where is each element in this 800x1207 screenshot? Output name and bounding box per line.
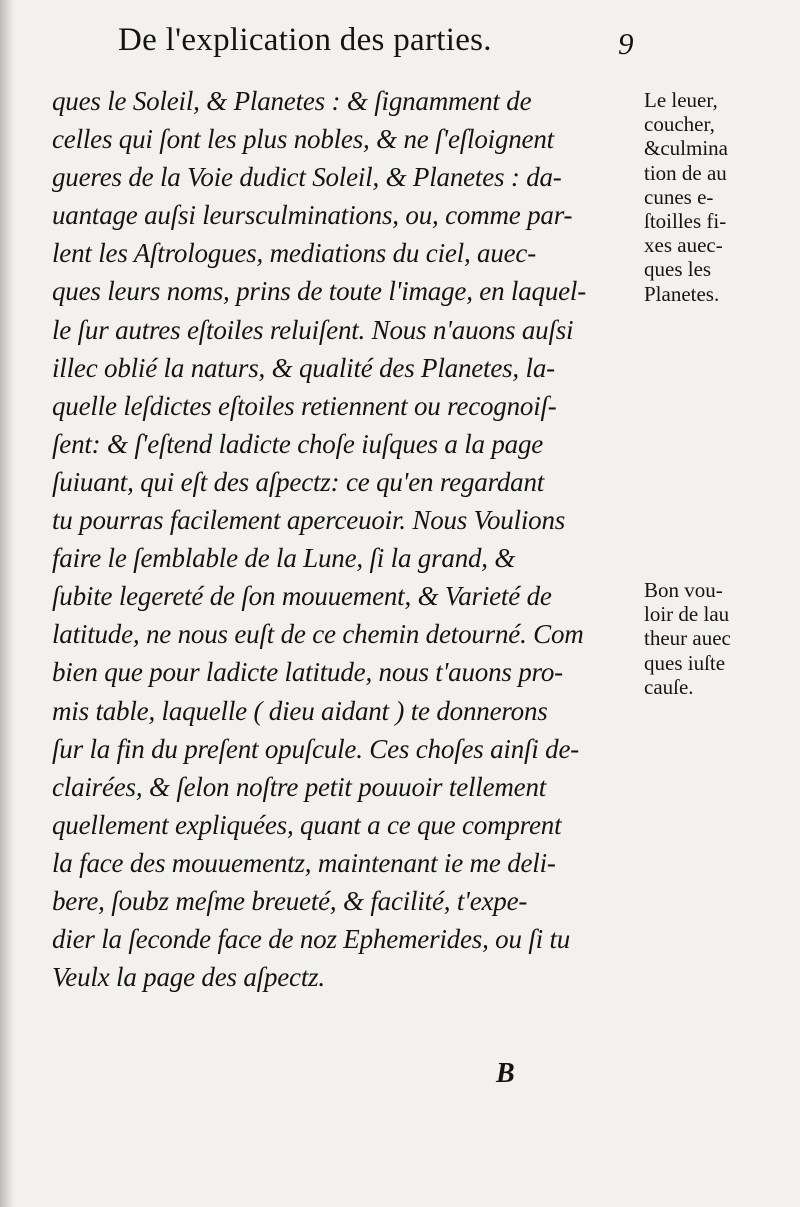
margin-note-line: cauſe.: [644, 674, 694, 699]
text-line: latitude, ne nous euſt de ce chemin detourné. Com: [52, 619, 584, 650]
margin-note-line: Le leuer,: [644, 88, 718, 112]
text-line: quellement expliquées, quant a ce que comprent: [52, 809, 562, 840]
margin-note-line: xes auec-: [644, 233, 723, 258]
binding-shadow: [0, 0, 14, 1207]
text-line: le ſur autres eſtoiles reluiſent. Nous n'auons auſsi: [52, 314, 574, 345]
text-line: ques leurs noms, prins de toute l'image, en laquel-: [52, 276, 587, 307]
page-header: [0, 22, 800, 70]
margin-note-bon-vouloir: [644, 578, 794, 699]
margin-note-line: Planetes.: [644, 281, 720, 306]
margin-note-line: tion de au: [644, 160, 727, 185]
margin-note-line: coucher,: [644, 112, 715, 137]
text-line: uantage auſsi leursculminations, ou, comme par-: [52, 200, 573, 231]
margin-note-line: &culmina: [644, 136, 728, 161]
text-line: bere, ſoubz meſme breueté, & facilité, t'expe-: [52, 885, 528, 916]
text-line: dier la ſeconde face de noz Ephemerides, ou ſi tu: [52, 924, 571, 955]
page-number: 9: [618, 26, 634, 61]
margin-note-line: ques iuſte: [644, 650, 726, 675]
text-line: mis table, laquelle ( dieu aidant ) te donnerons: [52, 695, 548, 726]
margin-note-line: theur auec: [644, 626, 731, 651]
text-line: ſuiuant, qui eſt des aſpectz: ce qu'en regardant: [52, 466, 545, 497]
text-line: bien que pour ladicte latitude, nous t'auons pro-: [52, 657, 563, 688]
text-line: ſubite legereté de ſon mouuement, & Varieté de: [52, 581, 552, 612]
margin-note-leuer: [644, 88, 794, 306]
text-line: celles qui ſont les plus nobles, & ne ſ'eſloignent: [52, 124, 554, 155]
text-line: gueres de la Voie dudict Soleil, & Planetes : da-: [52, 162, 562, 193]
margin-note-line: ques les: [644, 257, 712, 282]
text-line: tu pourras facilement aperceuoir. Nous Voulions: [52, 505, 566, 536]
margin-note-line: Bon vou-: [644, 578, 723, 602]
margin-note-line: cunes e-: [644, 184, 714, 209]
margin-note-line: ſtoilles fi-: [644, 209, 727, 234]
signature-mark: B: [496, 1058, 515, 1089]
text-line: ſent: & ſ'eſtend ladicte choſe iuſques a la page: [52, 428, 544, 459]
running-head: De l'explication des parties.: [118, 22, 492, 58]
text-line: faire le ſemblable de la Lune, ſi la grand, &: [52, 543, 516, 574]
text-line: ſur la fin du preſent opuſcule. Ces choſes ainſi de-: [52, 733, 580, 764]
text-line: illec oblié la naturs, & qualité des Planetes, la-: [52, 352, 555, 383]
margin-note-line: loir de lau: [644, 602, 730, 627]
text-line: la face des mouuementz, maintenant ie me deli-: [52, 847, 556, 878]
text-line: Veulx la page des aſpectz.: [52, 962, 325, 993]
text-line: clairées, & ſelon noſtre petit pouuoir tellement: [52, 771, 547, 802]
main-text-block: [52, 82, 640, 996]
text-line: lent les Aſtrologues, mediations du ciel, auec-: [52, 238, 537, 269]
text-line: quelle leſdictes eſtoiles retiennent ou recognoiſ-: [52, 390, 557, 421]
text-line: ques le Soleil, & Planetes : & ſignamment de: [52, 86, 532, 116]
